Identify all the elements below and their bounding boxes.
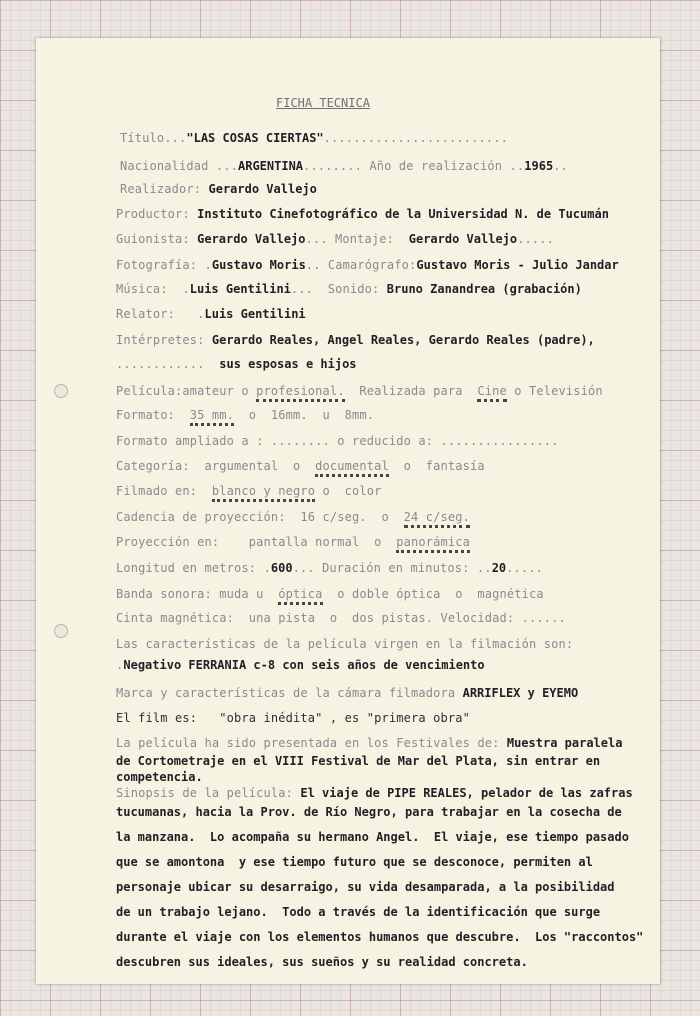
field-label: Productor: — [116, 207, 190, 221]
field-label: Duración en minutos: — [322, 561, 470, 575]
option-16cseg: 16 c/seg. — [300, 510, 367, 524]
option-separator: o — [403, 459, 411, 473]
field-longitud: Longitud en metros: .600... Duración en minutos: ..20..... — [116, 561, 544, 575]
option-color: color — [344, 484, 382, 498]
option-argumental: argumental — [204, 459, 279, 473]
field-fotografia: Fotografía: .Gustavo Moris.. Camarógrafo:Gustavo Moris - Julio Jandar — [116, 258, 619, 272]
sinopsis-line: de un trabajo lejano. Todo a través de la identificación que surge — [116, 905, 601, 919]
option-magnetica: magnética — [477, 587, 544, 601]
field-label: La película ha sido presentada en los Festivales de: — [116, 736, 500, 750]
option-profesional-selected: profesional. — [256, 384, 345, 402]
field-value: Instituto Cinefotográfico de la Universidad N. de Tucumán — [197, 207, 609, 221]
option-amateur: amateur — [182, 384, 234, 398]
field-proyeccion — [116, 535, 470, 549]
field-label: Longitud en metros: — [116, 561, 257, 575]
field-banda-sonora — [116, 587, 544, 601]
field-label: Montaje: — [335, 232, 394, 246]
option-optica-selected: óptica — [278, 587, 322, 605]
field-nacionalidad: Nacionalidad ...ARGENTINA........ Año de realización ..1965.. — [120, 159, 568, 173]
field-value: Gustavo Moris — [211, 258, 306, 272]
field-label: Intérpretes: — [116, 333, 205, 347]
field-label: Cinta magnética: — [116, 611, 234, 625]
field-value: Bruno Zanandrea (grabación) — [386, 282, 582, 296]
option-separator: o — [514, 384, 522, 398]
field-label: Proyección en: — [116, 535, 220, 549]
field-filmado — [116, 484, 382, 498]
field-sinopsis — [116, 786, 633, 800]
field-label: Título — [120, 131, 165, 145]
option-una-pista: una pista — [248, 611, 316, 625]
option-muda: muda — [219, 587, 249, 601]
option-separator: o — [337, 587, 345, 601]
option-television: Televisión — [529, 384, 603, 398]
field-label: Fotografía: — [116, 258, 198, 272]
field-label: Filmado en: — [116, 484, 198, 498]
document-title: FICHA TECNICA — [276, 96, 370, 110]
option-separator: u — [322, 408, 330, 422]
field-value: ARRIFLEX y EYEMO — [462, 686, 579, 700]
festivales-line-2: de Cortometraje en el VIII Festival de Mar del Plata, sin entrar en — [116, 754, 601, 768]
sinopsis-line: personaje ubicar su desarraigo, su vida desamparada, a la posibilidad — [116, 880, 615, 894]
field-value: Luis Gentilini — [204, 307, 306, 321]
festivales-line-3: competencia. — [116, 770, 203, 784]
option-fantasia: fantasía — [425, 459, 485, 473]
field-cadencia — [116, 510, 470, 524]
option-35mm-selected: 35 mm. — [190, 408, 234, 426]
option-blanco-y-negro-selected: blanco y negro — [212, 484, 315, 502]
option-doble-optica: doble óptica — [352, 587, 441, 601]
field-label: Año de realización — [369, 159, 503, 173]
field-value: Gerardo Vallejo — [408, 232, 518, 246]
option-separator: o — [241, 384, 249, 398]
field-label: Realizador: — [120, 182, 202, 196]
field-label: Película: — [116, 384, 183, 398]
field-label: Sinopsis de la película: — [116, 786, 293, 800]
option-8mm: 8mm. — [344, 408, 375, 422]
option-separator: o — [455, 587, 463, 601]
field-label: Formato: — [116, 408, 175, 422]
sinopsis-line: la manzana. Lo acompaña su hermano Angel. El viaje, ese tiempo pasado — [116, 830, 629, 844]
field-camara — [116, 686, 578, 700]
field-value: El viaje de PIPE REALES, pelador de las zafras — [300, 786, 633, 800]
field-productor — [116, 207, 609, 221]
field-formato-ampliado: Formato ampliado a : ........ o reducido a: ................ — [116, 434, 559, 448]
field-label: Banda sonora: — [116, 587, 212, 601]
field-value: 1965 — [524, 159, 554, 173]
option-separator: o — [329, 611, 338, 625]
field-festivales — [116, 736, 622, 750]
field-label: Marca y características de la cámara filmadora — [116, 686, 456, 700]
field-value: Gerardo Vallejo — [197, 232, 306, 246]
field-value: Luis Gentilini — [189, 282, 291, 296]
field-label: Velocidad: ...... — [440, 611, 566, 625]
option-separator: o — [248, 408, 257, 422]
field-titulo: Título..."LAS COSAS CIERTAS"......................... — [120, 131, 509, 145]
field-value: ARGENTINA — [238, 159, 304, 173]
field-realizador — [120, 182, 317, 196]
option-separator: o — [374, 535, 382, 549]
field-pelicula — [116, 384, 603, 398]
field-label: Música: — [116, 282, 168, 296]
field-label: Cadencia de proyección: — [116, 510, 286, 524]
sinopsis-line: durante el viaje con los elementos humanos que descubre. Los "raccontos" — [116, 930, 644, 944]
field-pelicula-virgen: .Negativo FERRANIA c-8 con seis años de vencimiento — [116, 658, 485, 672]
option-panoramica-selected: panorámica — [396, 535, 470, 553]
field-label: Relator: — [116, 307, 175, 321]
field-value: 20 — [491, 561, 507, 575]
field-label: Realizada para — [359, 384, 463, 398]
field-musica: Música: .Luis Gentilini... Sonido: Bruno Zanandrea (grabación) — [116, 282, 582, 296]
field-categoria — [116, 459, 485, 473]
punch-hole — [54, 384, 68, 398]
field-label: Categoría: — [116, 459, 190, 473]
field-interpretes-cont: ............ sus esposas e hijos — [116, 357, 357, 371]
option-separator: o — [381, 510, 389, 524]
field-label: Nacionalidad — [120, 159, 209, 173]
field-label: Sonido: — [327, 282, 380, 296]
option-24cseg-selected: 24 c/seg. — [404, 510, 470, 528]
field-value: 600 — [270, 561, 293, 575]
field-film-es: El film es: "obra inédita" , es "primera obra" — [116, 711, 470, 725]
field-value: Muestra paralela — [506, 736, 623, 750]
sinopsis-line: tucumanas, hacia la Prov. de Río Negro, para trabajar en la cosecha de — [116, 805, 622, 819]
field-guionista: Guionista: Gerardo Vallejo... Montaje: Gerardo Vallejo..... — [116, 232, 554, 246]
sinopsis-line: que se amontona y ese tiempo futuro que se desconoce, permiten al — [116, 855, 593, 869]
option-documental-selected: documental — [315, 459, 389, 477]
field-cinta — [116, 611, 566, 625]
field-relator: Relator: .Luis Gentilini — [116, 307, 306, 321]
field-interpretes — [116, 333, 595, 347]
option-separator: o — [322, 484, 330, 498]
field-formato — [116, 408, 374, 422]
field-value: Gustavo Moris - Julio Jandar — [416, 258, 619, 272]
option-separator: o — [293, 459, 301, 473]
field-value: Gerardo Vallejo — [208, 182, 317, 196]
field-pelicula-virgen-label: Las características de la película virgen en la filmación son: — [116, 637, 574, 651]
option-dos-pistas: dos pistas. — [352, 611, 434, 625]
field-value: "LAS COSAS CIERTAS" — [186, 131, 324, 145]
option-16mm: 16mm. — [270, 408, 308, 422]
field-label: Camarógrafo: — [327, 258, 417, 272]
option-cine-selected: Cine — [477, 384, 507, 402]
field-value: Gerardo Reales, Angel Reales, Gerardo Reales (padre), — [211, 333, 595, 347]
field-label: Guionista: — [116, 232, 190, 246]
field-value: sus esposas e hijos — [219, 357, 357, 371]
sinopsis-line: descubren sus ideales, sus sueños y su realidad concreta. — [116, 955, 528, 969]
option-separator: u — [256, 587, 264, 601]
punch-hole — [54, 624, 68, 638]
field-value: Negativo FERRANIA c-8 con seis años de vencimiento — [123, 658, 485, 672]
option-pantalla-normal: pantalla normal — [248, 535, 360, 549]
